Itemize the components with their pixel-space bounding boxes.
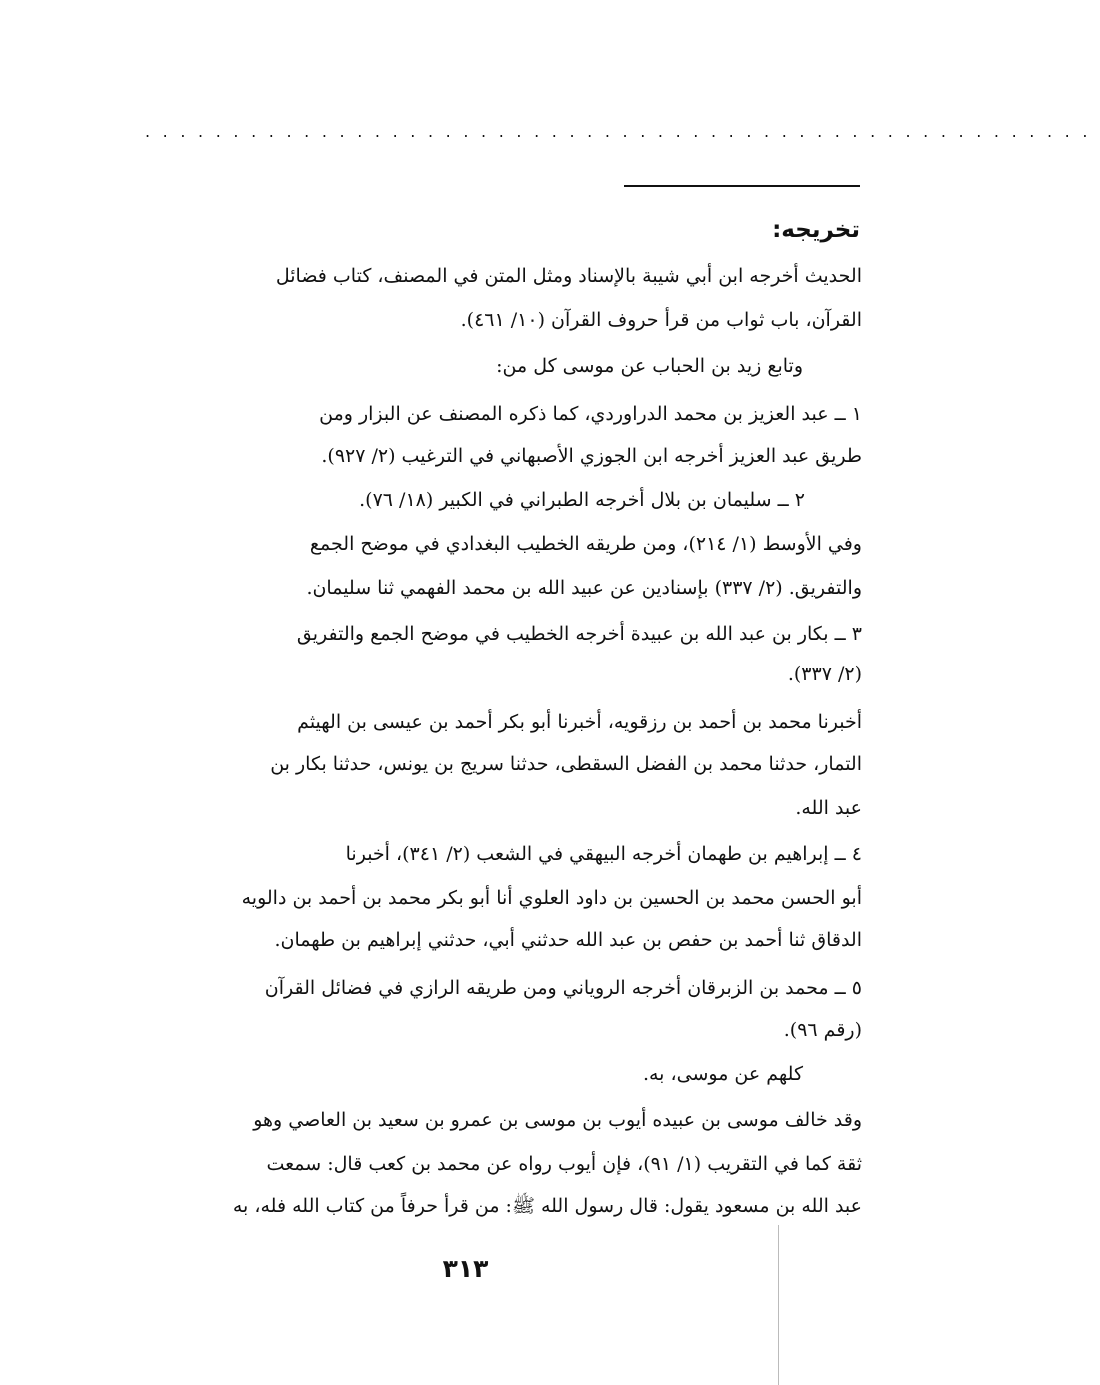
section-heading: تخريجه: — [772, 217, 860, 243]
scan-margin-line — [778, 1225, 779, 1385]
text-line: الحديث أخرجه ابن أبي شيبة بالإسناد ومثل المتن في المصنف، كتاب فضائل — [275, 265, 862, 287]
text-line: القرآن، باب ثواب من قرأ حروف القرآن (١٠/ ٤٦١). — [460, 309, 862, 331]
page-number: ٣١٣ — [442, 1254, 489, 1283]
text-line: ٤ ــ إبراهيم بن طهمان أخرجه البيهقي في الشعب (٢/ ٣٤١)، أخبرنا — [345, 843, 862, 865]
footnote-rule — [624, 185, 860, 187]
text-line: (رقم ٩٦). — [783, 1019, 862, 1041]
text-line: طريق عبد العزيز أخرجه ابن الجوزي الأصبهاني في الترغيب (٢/ ٩٢٧). — [321, 445, 862, 467]
text-line: كلهم عن موسى، به. — [642, 1063, 803, 1085]
text-line: ثقة كما في التقريب (١/ ٩١)، فإن أيوب رواه عن محمد بن كعب قال: سمعت — [266, 1153, 862, 1175]
text-line: عبد الله. — [795, 797, 862, 819]
text-line: (٢/ ٣٣٧). — [787, 663, 862, 685]
text-line: الدقاق ثنا أحمد بن حفص بن عبد الله حدثني أبي، حدثني إبراهيم بن طهمان. — [274, 929, 862, 951]
text-line: والتفريق. (٢/ ٣٣٧) بإسنادين عن عبيد الله بن محمد الفهمي ثنا سليمان. — [306, 577, 862, 599]
text-line: ١ ــ عبد العزيز بن محمد الدراوردي، كما ذكره المصنف عن البزار ومن — [319, 403, 862, 425]
text-line: عبد الله بن مسعود يقول: قال رسول الله ﷺ: من قرأ حرفاً من كتاب الله فله، به — [232, 1195, 862, 1217]
text-line: ٥ ــ محمد بن الزبرقان أخرجه الروياني ومن طريقه الرازي في فضائل القرآن — [264, 977, 862, 999]
dotted-separator: ...................................................... — [145, 122, 1100, 141]
text-line: التمار، حدثنا محمد بن الفضل السقطى، حدثنا سريج بن يونس، حدثنا بكار بن — [270, 753, 862, 775]
text-line: وفي الأوسط (١/ ٢١٤)، ومن طريقه الخطيب البغدادي في موضح الجمع — [309, 533, 862, 555]
text-line: أخبرنا محمد بن أحمد بن رزقويه، أخبرنا أبو بكر أحمد بن عيسى بن الهيثم — [297, 711, 862, 733]
text-line: أبو الحسن محمد بن الحسين بن داود العلوي أنا أبو بكر محمد بن أحمد بن دالويه — [241, 887, 862, 909]
text-line: وقد خالف موسى بن عبيده أيوب بن موسى بن عمرو بن سعيد بن العاصي وهو — [253, 1109, 862, 1131]
text-line: وتابع زيد بن الحباب عن موسى كل من: — [496, 355, 803, 377]
text-line: ٣ ــ بكار بن عبد الله بن عبيدة أخرجه الخطيب في موضح الجمع والتفريق — [296, 623, 862, 645]
text-line: ٢ ــ سليمان بن بلال أخرجه الطبراني في الكبير (١٨/ ٧٦). — [359, 489, 805, 511]
